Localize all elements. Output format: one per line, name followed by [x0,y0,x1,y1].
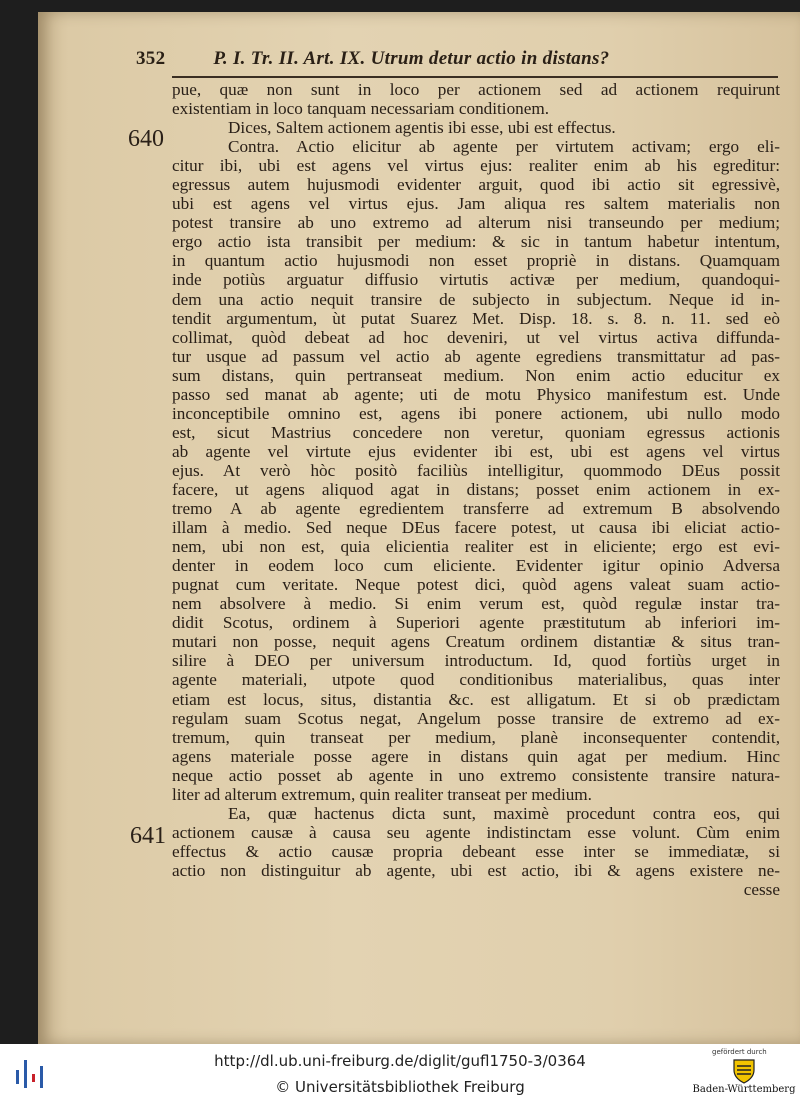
header-rule [172,76,778,78]
text-line: ubi est agens vel virtus ejus. Jam aliqua res saltem materialis non [172,194,780,214]
text-line: actio non distinguitur ab agente, ubi est actio, ibi & agens existere ne- [172,860,780,880]
running-header [136,48,796,70]
funding-note: gefördert durch [712,1048,767,1056]
text-line: existentiam in loco tanquam necessariam conditionem. [172,99,550,119]
text-line: inde potiùs arguatur diffusio virtutis activæ per medium, quandoqui- [172,270,780,290]
text-line: silire à DEO per universum introductum. Id, quod fortiùs urget in [172,651,780,671]
text-line: Dices, Saltem actionem agentis ibi esse, ubi est effectus. [228,118,616,138]
funder-logo [692,1048,796,1102]
catchword: cesse [743,879,780,899]
page-number: 352 [136,48,166,69]
text-line: nem, ubi non est, quia elicientia realiter est in eliciente; ergo est evi- [172,537,780,557]
text-line: liter ad alterum extremum, quin realiter transeat per medium. [172,784,592,804]
text-line: dem una actio nequit transire de subjecto in subjectum. Neque id in- [172,289,780,309]
text-line: regulam suam Scotus negat, Angelum posse transire de extremo ad ex- [172,708,780,728]
text-line: tur usque ad passum vel actio ab agente egrediens transmittatur ad pas- [172,346,780,366]
text-line: ab agente vel virtute ejus evidenter ibi est, ubi est agens vel virtus [172,441,780,461]
text-line: agens materiale posse agere in distans quin agat per medium. Hinc [172,746,780,766]
text-line: Ea, quæ hactenus dicta sunt, maximè procedunt contra eos, qui [228,803,780,823]
text-line: egressus autem hujusmodi evidenter arguit, quod ibi actio sit egressivè, [172,175,780,195]
body-text [172,80,780,899]
text-line: neque actio posset ab agente in uno extremo consistente transire natura- [172,765,780,785]
text-line: potest transire ab uno extremo ad alterum nisi transeundo per medium; [172,213,780,233]
text-line: citur ibi, ubi est agens vel virtus ejus: realiter enim ab his egreditur: [172,156,780,176]
text-line: in quantum actio hujusmodi non esset propriè in distans. Quamquam [172,251,780,271]
text-line: est, sicut Mastrius concedere non veretur, quoniam egressus actionis [172,422,780,442]
permalink-url[interactable]: http://dl.ub.uni-freiburg.de/diglit/gufl1750-3/0364 [214,1052,586,1070]
text-line: inconceptibile omnino est, agens ibi ponere actionem, ubi nullo modo [172,403,780,423]
text-line: passo sed manat ab agente; uti de motu Physico manifestum est. Unde [172,384,780,404]
text-line: mutari non posse, nequit agens Creatum ordinem distantiæ & situs tran- [172,632,780,652]
text-line: denter in eodem loco cum eliciente. Evidenter igitur opinio Adversa [172,556,780,576]
paragraph-number-641: 641 [130,823,166,849]
paragraph-number-640: 640 [128,126,164,152]
coat-of-arms-icon [730,1058,758,1084]
text-line: sum distans, quin pertranseat medium. Non enim actio educitur ex [172,365,780,385]
text-line: facere, ut agens aliquod agat in distans; posset enim actionem in ex- [172,479,780,499]
text-line: agente materiali, utpote quod conditionibus materialibus, quas inter [172,670,780,690]
text-line: collimat, quòd debeat ad hoc deveniri, ut vel virtus activa diffunda- [172,327,780,347]
text-line: pugnat cum veritate. Neque potest dici, quòd agens valeat suam actio- [172,575,780,595]
text-line: didit Scotus, ordinem à Superiori agente præstitutum ab inferiori im- [172,613,780,633]
text-line: ejus. At verò hòc positò faciliùs intelligitur, quommodo DEus possit [172,460,780,480]
text-line: actionem causæ à causa seu agente indistinctam esse volunt. Cùm enim [172,822,780,842]
text-line: effectus & actio causæ propria debeant esse inter se immediatæ, si [172,841,780,861]
text-line: tendit argumentum, ùt putat Suarez Met. Disp. 18. s. 8. n. 11. sed eò [172,308,780,328]
text-line: Contra. Actio elicitur ab agente per virtutem activam; ergo eli- [228,137,780,157]
copyright-text: © Universitätsbibliothek Freiburg [275,1078,525,1096]
text-line: etiam est locus, situs, distantia &c. est alligatum. Et si ob prædictam [172,689,780,709]
text-line: ergo actio ista transibit per medium: & sic in tantum habetur intentum, [172,232,780,252]
text-line: tremo A ab agente egredientem transferre ad extremum B absolvendo [172,499,780,519]
text-line: illam à medio. Sed neque DEus facere potest, ut causa ibi eliciat actio- [172,518,780,538]
text-line: tremum, quin transeat per medium, planè inconsequenter contendit, [172,727,780,747]
running-title: P. I. Tr. II. Art. IX. Utrum detur actio in distans? [213,48,610,69]
funder-name: Baden-Württemberg [692,1084,796,1095]
viewer-footer [0,1044,800,1104]
text-line: pue, quæ non sunt in loco per actionem sed ad actionem requirunt [172,80,780,99]
text-line: nem absolvere à medio. Si enim verum est, quòd regulæ instar tra- [172,594,780,614]
